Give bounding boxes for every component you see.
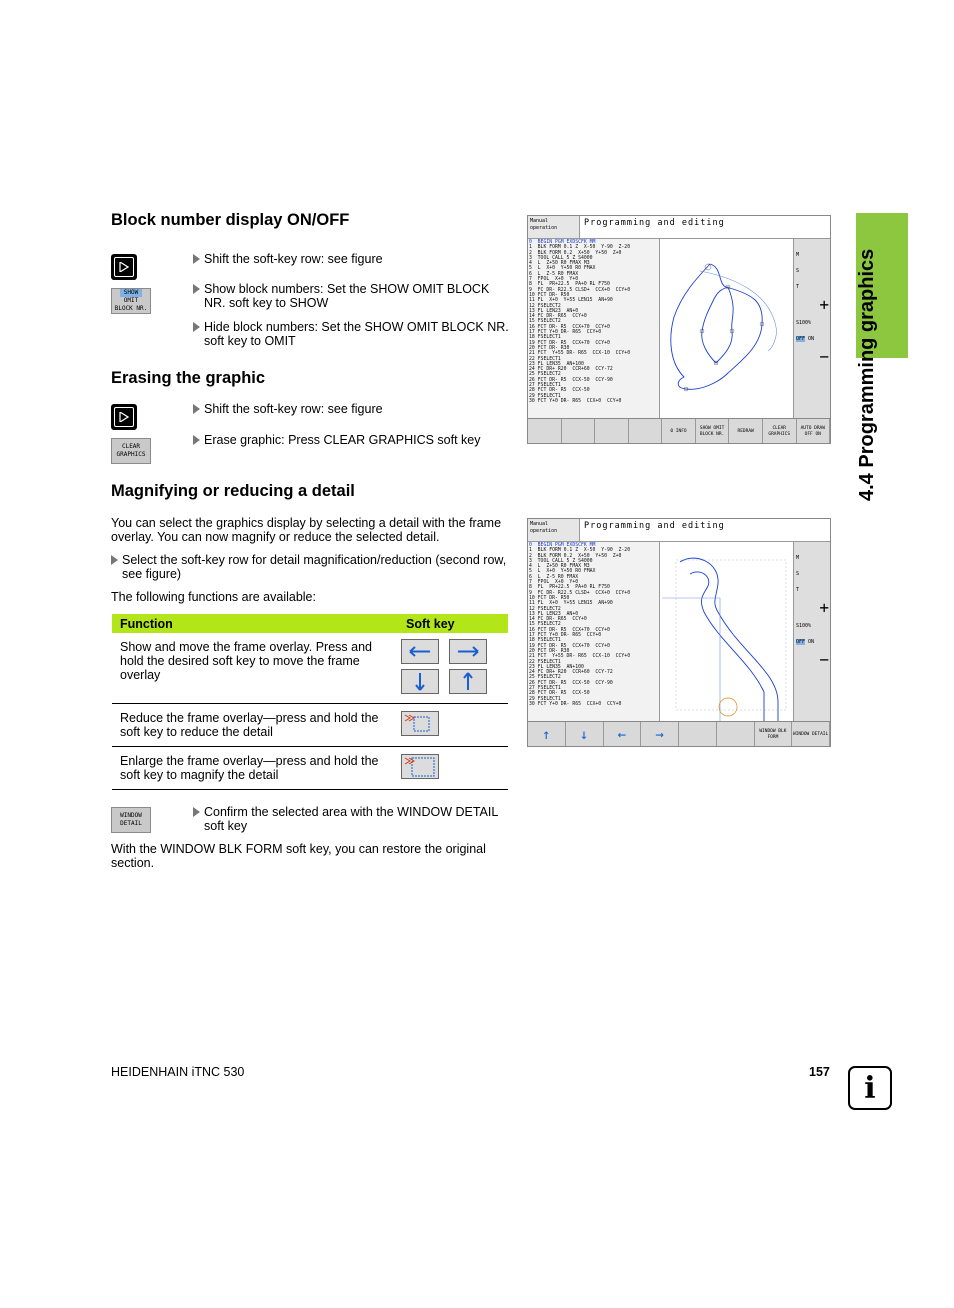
program-line: 11 FL X+0 Y+55 LEN15 AN+90 (529, 298, 613, 304)
bullet-arrow-icon (193, 807, 200, 817)
arrow-up-icon (450, 670, 486, 693)
available-functions: The following functions are available: (111, 590, 316, 604)
reduce-frame-icon (402, 712, 438, 735)
program-line: 17 FCT Y+0 DR- R65 CCY+0 (529, 633, 602, 639)
program-listing (529, 240, 659, 404)
footer-page-number: 157 (809, 1065, 830, 1079)
heading-block-number-display: Block number display ON/OFF (111, 211, 350, 229)
screen-softkey[interactable]: SHOW OMIT BLOCK NR. (696, 419, 730, 444)
program-line: 9 FC DR- R22.5 CLSD+ CCX+0 CCY+0 (529, 287, 631, 293)
program-line: 11 FL X+0 Y+55 LEN15 AN+90 (529, 601, 613, 607)
program-line: 25 FSELECT2 (529, 675, 561, 681)
softkey-cell (398, 704, 508, 747)
softkey-clear-graphics[interactable]: CLEAR GRAPHICS (111, 438, 151, 464)
screen-header (528, 216, 830, 239)
step-shift-row-2: Shift the soft-key row: see figure (193, 402, 504, 416)
function-cell: Show and move the frame overlay. Press and hold the desired soft key to move the frame overlay (112, 633, 398, 704)
program-line: 12 FSELECT2 (529, 606, 561, 612)
program-line: 14 FC DR- R65 CCY+0 (529, 314, 587, 320)
footer-product: HEIDENHAIN iTNC 530 (111, 1065, 245, 1079)
softkey-cell (398, 633, 508, 704)
screen-softkey[interactable] (595, 419, 629, 444)
step-confirm-window-detail: Confirm the selected area with the WINDOW DETAIL soft key (193, 805, 516, 833)
step-hide-block-numbers: Hide block numbers: Set the SHOW OMIT BLOCK NR. soft key to OMIT (193, 320, 514, 348)
bullet-arrow-icon (193, 254, 200, 264)
program-line: 5 L X+0 Y+50 R0 FMAX (529, 569, 596, 575)
graphics-window (659, 542, 793, 721)
heading-erasing-graphic: Erasing the graphic (111, 369, 266, 387)
screen-mode: Manual operation (528, 519, 580, 541)
enlarge-frame-icon (402, 755, 438, 778)
program-line: 20 FCT DR- R30 (529, 345, 570, 351)
function-cell: Enlarge the frame overlay—press and hold the soft key to magnify the detail (112, 747, 398, 790)
screen-softkey[interactable] (629, 419, 663, 444)
program-line: 16 FCT DR- R5 CCX+70 CCY+0 (529, 324, 610, 330)
info-icon: i (848, 1066, 892, 1110)
screen-softkey[interactable]: REDRAW (729, 419, 763, 444)
program-line: 5 L X+0 Y+50 R0 FMAX (529, 266, 596, 272)
program-line: 29 FSELECT1 (529, 696, 561, 702)
arrow-right-icon (450, 640, 486, 663)
program-line: 6 L Z-5 R0 FMAX (529, 574, 579, 580)
contour-graphic-zoomed (660, 542, 793, 721)
program-line: 23 FL LEN35 AN+100 (529, 361, 584, 367)
softkey-down[interactable] (401, 669, 439, 694)
program-line: 12 FSELECT2 (529, 303, 561, 309)
softkey-enlarge-frame[interactable] (401, 754, 439, 779)
program-line: 18 FSELECT1 (529, 638, 561, 644)
screen-side-softkeys: M S T + S100% OFF ON − (793, 542, 831, 721)
program-line: 27 FSELECT1 (529, 686, 561, 692)
screen-header (528, 519, 830, 542)
step-select-row: Select the soft-key row for detail magnification/reduction (second row, see figure) (111, 553, 514, 581)
program-line: 24 FC DR+ R20 CCR+60 CCY-72 (529, 670, 613, 676)
program-line: 8 FL PR+22.5 PA+0 RL F750 (529, 585, 610, 591)
table-header (112, 614, 508, 633)
softkey-left[interactable] (401, 639, 439, 664)
program-line: 26 FCT DR- R5 CCX-50 CCY-90 (529, 680, 613, 686)
program-line: 4 L Z+50 R0 FMAX M3 (529, 564, 590, 570)
program-line: 27 FSELECT1 (529, 383, 561, 389)
screen-softkey[interactable] (679, 722, 717, 747)
program-line: 21 FCT Y+55 DR- R65 CCX-10 CCY+0 (529, 351, 631, 357)
program-line: 29 FSELECT1 (529, 393, 561, 399)
program-line: 0 BEGIN PGM EXDSCFK MM (529, 543, 596, 548)
program-line: 14 FC DR- R65 CCY+0 (529, 617, 587, 623)
program-line: 22 FSELECT1 (529, 356, 561, 362)
screen-softkey[interactable] (717, 722, 755, 747)
program-line: 6 L Z-5 R0 FMAX (529, 271, 579, 277)
program-line: 25 FSELECT2 (529, 372, 561, 378)
plus-icon[interactable]: + (819, 598, 829, 617)
contour-graphic (660, 239, 793, 418)
program-line: 13 FL LEN23 AN+0 (529, 611, 579, 617)
program-line: 1 BLK FORM 0.1 Z X-50 Y-90 Z-20 (529, 548, 631, 554)
intro-paragraph: You can select the graphics display by selecting a detail with the frame overlay. You can now magnify or reduce the selected detail. (111, 516, 502, 544)
program-line: 21 FCT Y+55 DR- R65 CCX-10 CCY+0 (529, 654, 631, 660)
softkey-reduce-frame[interactable] (401, 711, 439, 736)
program-line: 17 FCT Y+0 DR- R65 CCY+0 (529, 330, 602, 336)
program-line: 30 FCT Y+0 DR- R65 CCX+0 CCY+0 (529, 398, 622, 404)
screen-softkey[interactable]: WINDOW DETAIL (792, 722, 830, 747)
program-line: 19 FCT DR- R5 CCX+70 CCY+0 (529, 643, 610, 649)
softkey-cell (398, 747, 508, 790)
program-line: 30 FCT Y+0 DR- R65 CCX+0 CCY+0 (529, 701, 622, 707)
table-row (112, 704, 508, 747)
screen-softkey[interactable]: ↑ (528, 722, 566, 747)
program-listing (529, 543, 659, 707)
screenshot-graphics-2 (527, 518, 831, 747)
heading-magnifying-reducing: Magnifying or reducing a detail (111, 482, 355, 500)
screenshot-graphics-1 (527, 215, 831, 444)
softkey-right[interactable] (449, 639, 487, 664)
graphics-window (659, 239, 793, 418)
chapter-tab-text: 4.4 Programming graphics (856, 248, 878, 501)
screen-title: Programming and editing (584, 218, 725, 228)
program-line: 8 FL PR+22.5 PA+0 RL F750 (529, 282, 610, 288)
screen-side-softkeys: M S T + S100% OFF ON − (793, 239, 831, 418)
step-show-block-numbers: Show block numbers: Set the SHOW OMIT BLOCK NR. soft key to SHOW (193, 282, 514, 310)
functions-table (112, 614, 508, 790)
softkey-window-detail[interactable]: WINDOW DETAIL (111, 807, 151, 833)
function-cell: Reduce the frame overlay—press and hold the soft key to reduce the detail (112, 704, 398, 747)
screen-mode: Manual operation (528, 216, 580, 238)
program-line: 22 FSELECT1 (529, 659, 561, 665)
program-line: 10 FCT DR- R50 (529, 292, 570, 298)
program-line: 2 BLK FORM 0.2 X+50 Y+50 Z+0 (529, 250, 622, 256)
table-row (112, 747, 508, 790)
screen-softkey[interactable] (528, 419, 562, 444)
program-line: 28 FCT DR- R5 CCX-50 (529, 691, 590, 697)
table-row (112, 633, 508, 704)
step-shift-row-1: Shift the soft-key row: see figure (193, 252, 504, 266)
program-line: 1 BLK FORM 0.1 Z X-50 Y-90 Z-20 (529, 245, 631, 251)
screen-softkey[interactable]: CLEAR GRAPHICS (763, 419, 797, 444)
triangle-right-icon (119, 412, 129, 422)
screen-softkey[interactable]: ← (604, 722, 642, 747)
screen-softkey[interactable] (562, 419, 596, 444)
bullet-arrow-icon (193, 404, 200, 414)
program-line: 2 BLK FORM 0.2 X+50 Y+50 Z+0 (529, 553, 622, 559)
program-line: 3 TOOL CALL 5 Z S4000 (529, 558, 593, 564)
screen-softkey[interactable]: → (641, 722, 679, 747)
program-line: 16 FCT DR- R5 CCX+70 CCY+0 (529, 627, 610, 633)
column-soft-key: Soft key (398, 614, 508, 633)
next-softkey-row-button[interactable] (111, 254, 137, 280)
program-line: 18 FSELECT1 (529, 335, 561, 341)
program-line: 19 FCT DR- R5 CCX+70 CCY+0 (529, 340, 610, 346)
bullet-arrow-icon (193, 322, 200, 332)
program-line: 24 FC DR+ R20 CCR+60 CCY-72 (529, 367, 613, 373)
screen-softkey[interactable]: AUTO DRAW OFF ON (797, 419, 831, 444)
softkey-show-omit-block-nr[interactable]: SHOW OMIT BLOCK NR. (111, 288, 151, 314)
screen-softkey-row (528, 721, 830, 747)
program-line: 13 FL LEN23 AN+0 (529, 308, 579, 314)
program-line: 15 FSELECT2 (529, 622, 561, 628)
program-line: 20 FCT DR- R30 (529, 648, 570, 654)
bullet-arrow-icon (193, 435, 200, 445)
restore-paragraph: With the WINDOW BLK FORM soft key, you can restore the original section. (111, 842, 486, 870)
arrow-left-icon (402, 640, 438, 663)
program-line: 26 FCT DR- R5 CCX-50 CCY-90 (529, 377, 613, 383)
chapter-tab-label (856, 211, 886, 501)
screen-title: Programming and editing (584, 521, 725, 531)
program-line: 7 FPOL X+0 Y+0 (529, 580, 579, 586)
program-line: 15 FSELECT2 (529, 319, 561, 325)
minus-icon[interactable]: − (819, 347, 829, 366)
column-function: Function (112, 614, 398, 633)
program-line: 3 TOOL CALL 5 Z S4000 (529, 255, 593, 261)
program-line: 4 L Z+50 R0 FMAX M3 (529, 261, 590, 267)
softkey-up[interactable] (449, 669, 487, 694)
program-line: 23 FL LEN35 AN+100 (529, 664, 584, 670)
screen-softkey-row (528, 418, 830, 444)
screen-softkey[interactable]: WINDOW BLK FORM (755, 722, 793, 747)
step-erase-graphic: Erase graphic: Press CLEAR GRAPHICS soft key (193, 433, 514, 447)
minus-icon[interactable]: − (819, 650, 829, 669)
program-line: 0 BEGIN PGM EXDSCFK MM (529, 240, 596, 245)
program-line: 10 FCT DR- R50 (529, 595, 570, 601)
program-line: 9 FC DR- R22.5 CLSD+ CCX+0 CCY+0 (529, 590, 631, 596)
arrow-down-icon (402, 670, 438, 693)
plus-icon[interactable]: + (819, 295, 829, 314)
program-line: 28 FCT DR- R5 CCX-50 (529, 388, 590, 394)
bullet-arrow-icon (193, 284, 200, 294)
screen-softkey[interactable]: 0 INFO (662, 419, 696, 444)
next-softkey-row-button[interactable] (111, 404, 137, 430)
program-line: 7 FPOL X+0 Y+0 (529, 277, 579, 283)
triangle-right-icon (119, 262, 129, 272)
bullet-arrow-icon (111, 555, 118, 565)
screen-softkey[interactable]: ↓ (566, 722, 604, 747)
